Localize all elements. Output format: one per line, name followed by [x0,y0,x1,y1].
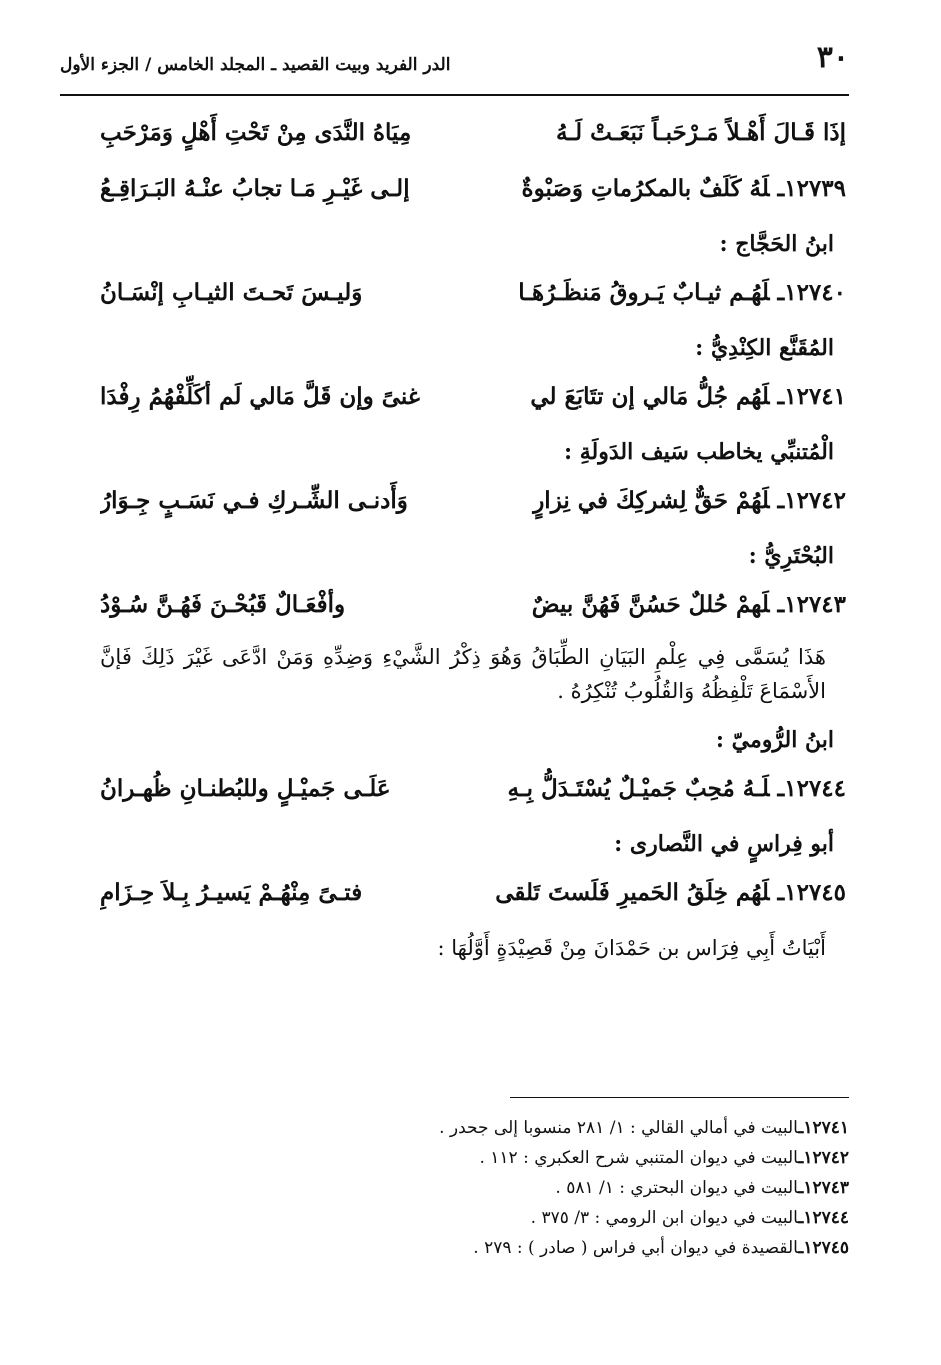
first-hemistich: ١٢٧٤٥ـلَهُم خِلَقُ الحَميرِ فَلَستَ تَلقى [495,879,846,906]
second-hemistich: مِيَاهُ النَّدَى مِنْ تَحْتِ أَهْلٍ وَمَرْحَبِ [100,119,412,146]
header-rule [60,94,849,96]
verse-line [100,764,846,814]
footnote [60,1173,849,1203]
verse-number: ١٢٧٣٩ـ [777,175,846,202]
first-hemistich: ١٢٧٤٢ـلَهُمْ حَقٌّ لِشركِكَ في نِزارٍ [533,487,846,514]
footnote [60,1143,849,1173]
footnote-text: البيت في ديوان المتنبي شرح العكبري : ١١٢ . [479,1148,799,1168]
second-hemistich: وَأَدنـى الشِّـركِ فـي نَسَـبٍ جِـوَارُ [100,487,408,514]
footnote-number: ١٢٧٤٤ـ [798,1208,849,1228]
second-hemistich: وأفْعَـالٌ قَبُحْـنَ فَهُـنَّ سُـوْدُ [100,591,346,618]
first-hemistich: ١٢٧٤٠ـلَهُـم ثيـابٌ يَـروقُ مَنظَـرُهَـا [518,279,846,306]
verse-number: ١٢٧٤٠ـ [777,279,846,306]
footnote-number: ١٢٧٤١ـ [798,1118,849,1138]
footnote-text: البيت في ديوان البحتري : ١/ ٥٨١ . [555,1178,799,1198]
poet-heading: الْمُتنبِّي يخاطب سَيف الدَولَةِ : [563,439,834,465]
second-hemistich: عَلَـى جَميْـلٍ وللبُطنـانِ ظُهـرانُ [100,775,391,802]
commentary-line: أَبْيَاتُ أَبِي فِرَاس بن حَمْدَانَ مِنْ قَصِيْدَةٍ أَوَّلُهَا : [437,936,826,960]
footnote-number: ١٢٧٤٣ـ [798,1178,849,1198]
first-hemistich: ١٢٧٤٤ـلَـهُ مُحِبٌ جَميْـلٌ يُسْتَـدَلُّ بِـهِ [507,775,846,802]
footnote-rule [510,1097,849,1098]
second-hemistich: وَليـسَ تَحـتَ الثيـابِ إنْسَـانُ [100,279,363,306]
footnote-number: ١٢٧٤٥ـ [798,1238,849,1258]
second-hemistich: فتـىً مِنْهُـمْ يَسيـرُ بِـلاَ حِـزَامِ [100,879,363,906]
footnote [60,1233,849,1263]
page-number: ٣٠ [816,40,849,75]
footnote-text: البيت في أمالي القالي : ١/ ٢٨١ منسوبا إلى جحدر . [439,1118,799,1138]
verse-line [100,268,846,318]
verse-number: ١٢٧٤٣ـ [777,591,846,618]
poet-heading: المُقَنَّع الكِنْدِيُّ : [695,335,834,361]
main-text [100,108,846,976]
first-hemistich: ١٢٧٣٩ـلَهُ كَلَفٌ بالمكرُماتِ وَصَبْوةٌ [521,175,846,202]
second-hemistich: غنىً وإن قَلَّ مَالي لَم أكَلِّفْهُمُ رِفْدَا [100,383,420,410]
footnote [60,1203,849,1233]
first-hemistich: إذَا قَـالَ أَهْـلاً مَـرْحَبـاً نَبَعَـتْ لَـهُ [556,119,846,146]
footnotes [60,1113,849,1263]
poet-heading: ابنُ الرُّوميّ : [715,727,834,753]
verse-line [100,476,846,526]
running-title: الدر الفريد وبيت القصيد ـ المجلد الخامس / الجزء الأول [60,55,451,75]
verse-line [100,580,846,630]
verse-number: ١٢٧٤٤ـ [777,775,846,802]
verse-line [100,868,846,918]
verse-number: ١٢٧٤١ـ [777,383,846,410]
verse-line [100,108,846,158]
first-hemistich: ١٢٧٤١ـلَهُم جُلُّ مَالي إن تتَابَعَ لي [530,383,846,410]
poet-heading: أبو فِراسٍ في النَّصارى : [614,831,834,857]
footnote-text: البيت في ديوان ابن الرومي : ٣/ ٣٧٥ . [530,1208,799,1228]
first-hemistich: ١٢٧٤٣ـلَهمْ حُللٌ حَسُنَّ فَهُنَّ بيضٌ [531,591,846,618]
footnote [60,1113,849,1143]
verse-number: ١٢٧٤٢ـ [777,487,846,514]
verse-line [100,164,846,214]
poet-heading: البُحْتَرِيُّ : [748,543,834,569]
second-hemistich: إلـى غَيْـرِ مَـا تجابُ عنْـهُ البَـرَاقِـعُ [100,175,410,202]
verse-line [100,372,846,422]
poet-heading: ابنُ الحَجَّاج : [719,231,834,257]
verse-number: ١٢٧٤٥ـ [777,879,846,906]
commentary-paragraph: هَذَا يُسَمَّى فِي عِلْمِ البَيَانِ الطِّبَاقُ وَهُوَ ذِكْرُ الشَّيْءِ وَضِدِّهِ وَمَنْ ادَّعَى غَيْرَ ذَلِكَ فَإنَّ الأَسْمَاعَ تَلْفِظُهُ وَالقُلُوبُ تُنْكِرُهُ . [100,645,826,703]
footnote-text: القصيدة في ديوان أبي فراس ( صادر ) : ٢٧٩ . [473,1238,799,1258]
page-header [60,38,849,94]
footnote-number: ١٢٧٤٢ـ [798,1148,849,1168]
